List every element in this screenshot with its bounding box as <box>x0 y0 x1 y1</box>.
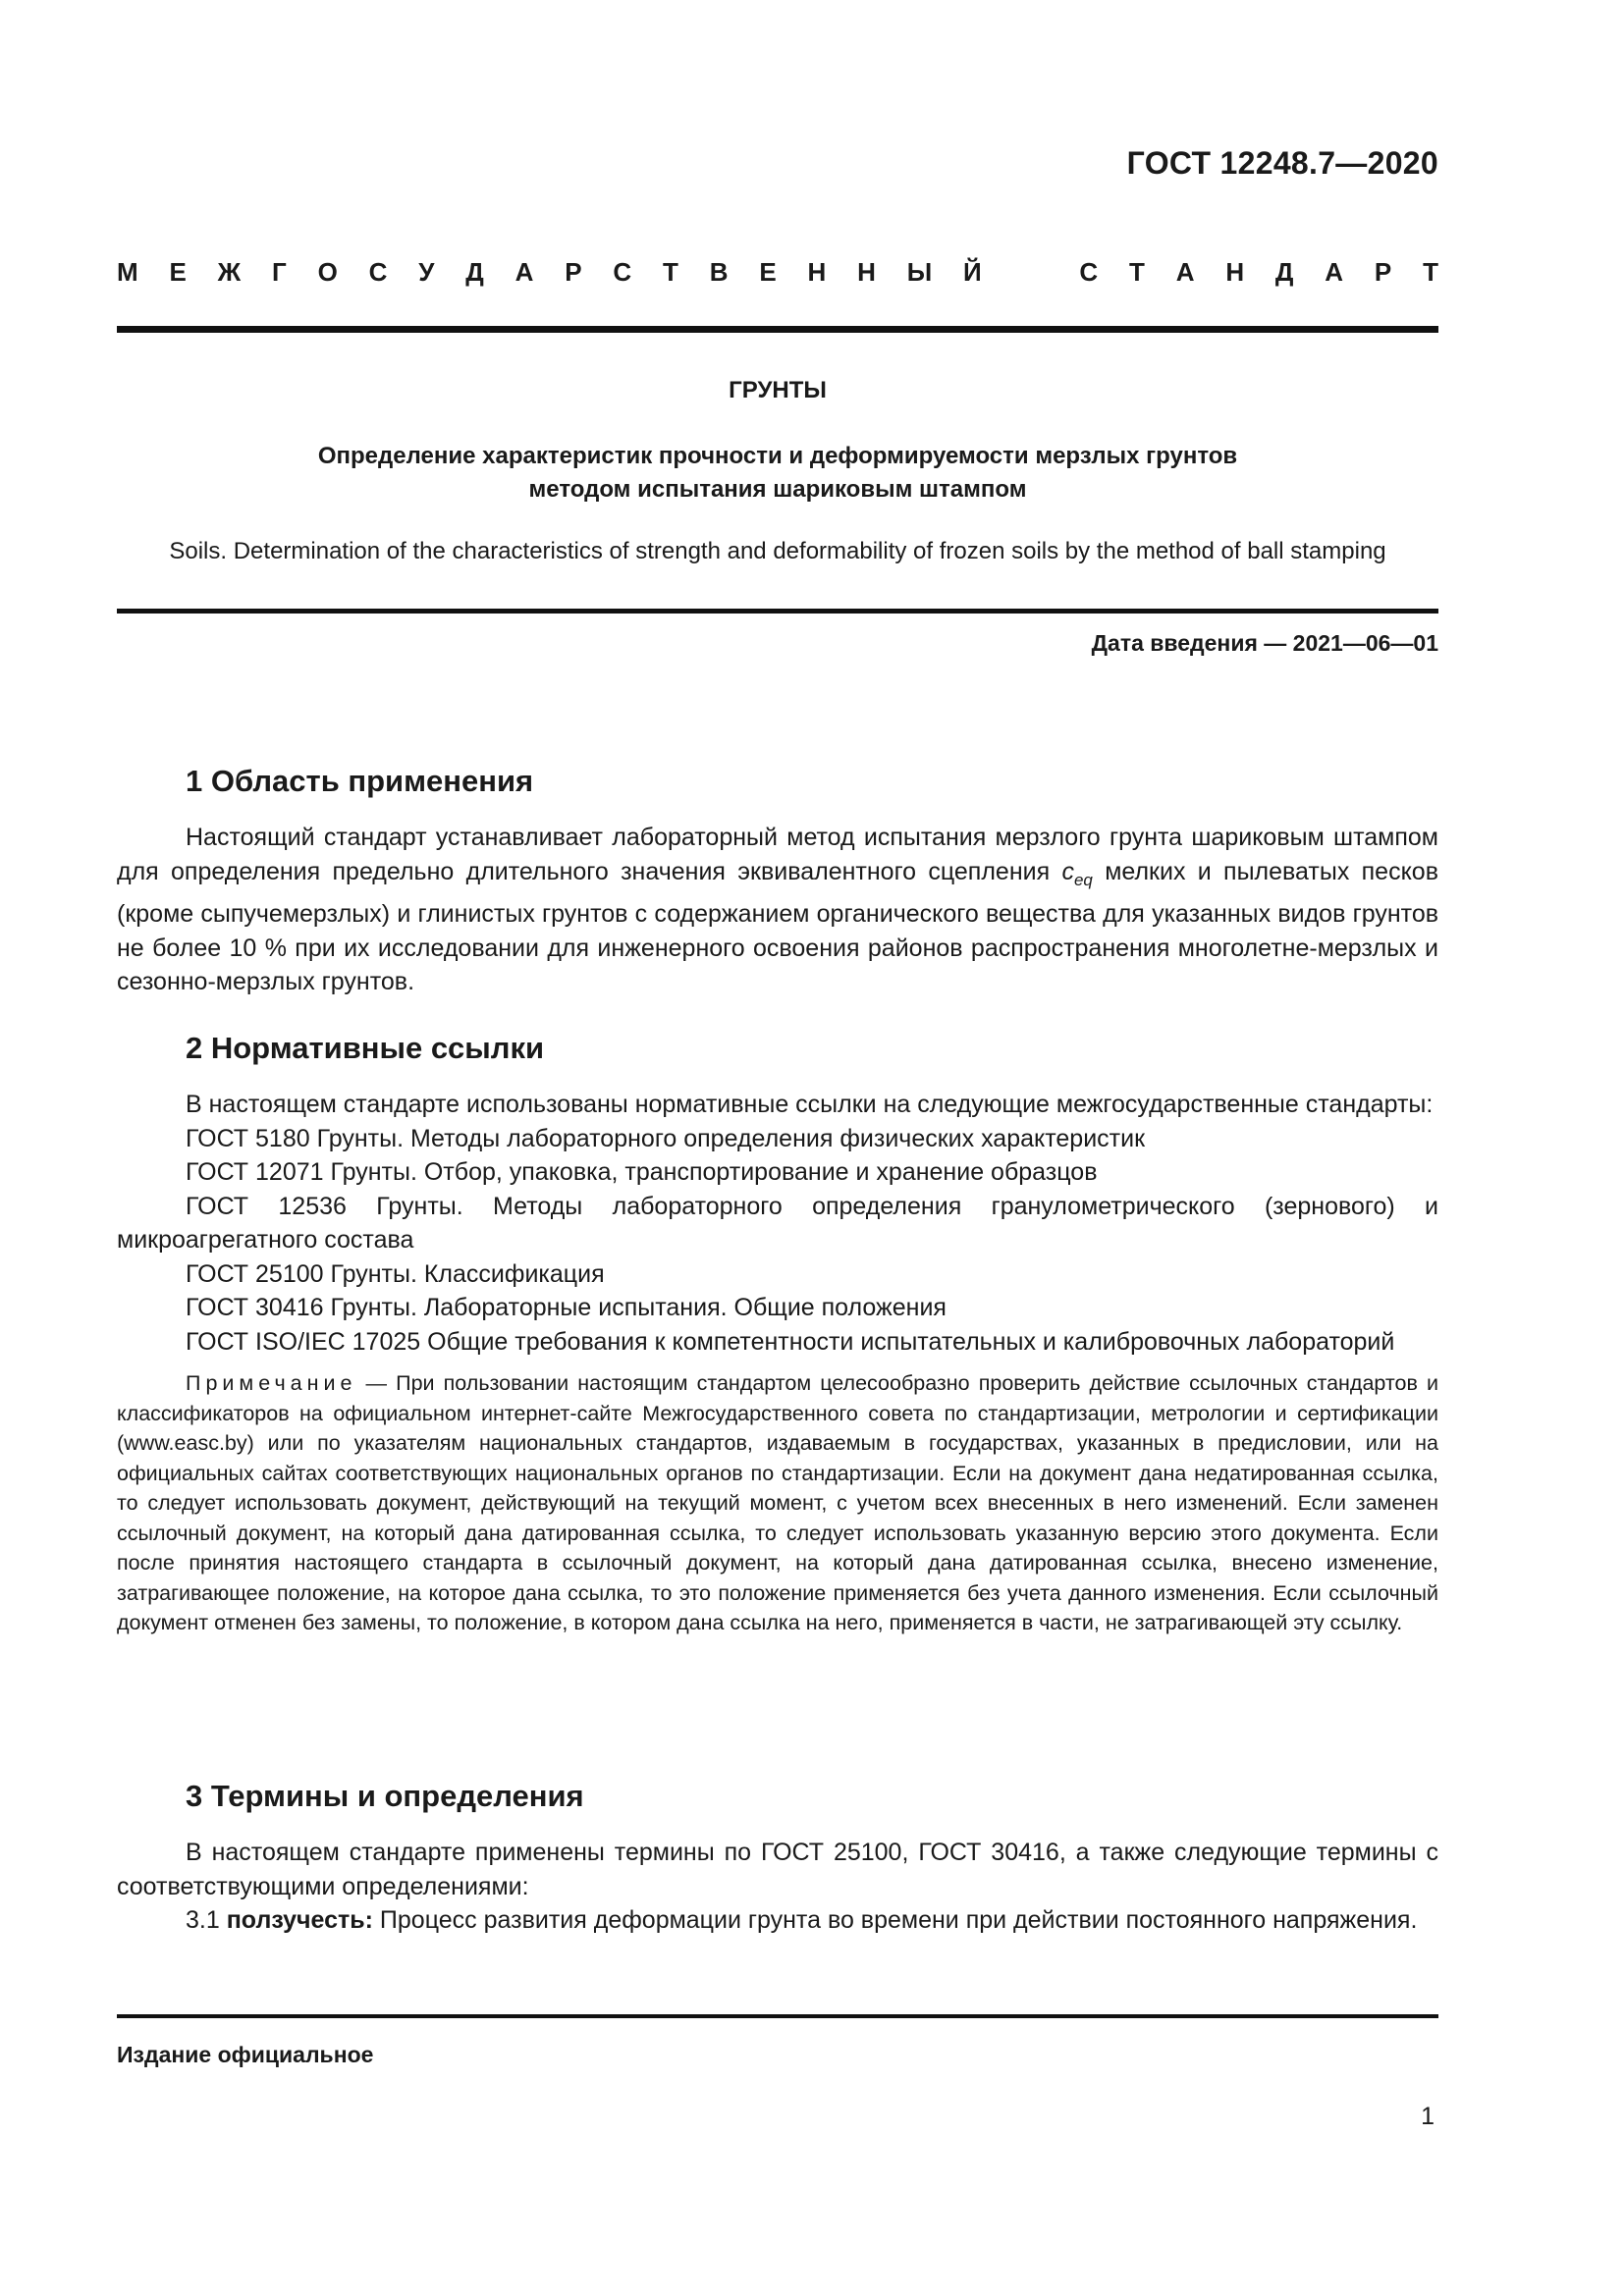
heading-letter: Ж <box>217 257 242 287</box>
section-references <box>117 1031 1438 1638</box>
english-title: Soils. Determination of the characteristics of strength and deformability of frozen soils by the method of ball stamping <box>169 538 1386 564</box>
introduction-date: Дата введения — 2021—06—01 <box>1091 630 1438 656</box>
section-heading: 3 Термины и определения <box>186 1779 584 1813</box>
heading-letter: Р <box>565 257 582 287</box>
reference-item: ГОСТ 25100 Грунты. Классификация <box>186 1259 605 1288</box>
note-label: Примечание <box>186 1371 357 1395</box>
term-number: 3.1 <box>186 1906 227 1934</box>
heading-letter: Т <box>1128 257 1145 287</box>
heading-letter: Г <box>272 257 287 287</box>
scope-text: Настоящий стандарт устанавливает лабораторный метод испытания мерзлого грунта шариковым штампом для определения предельно длительного значения эквивалентного сцепления <box>117 824 1438 885</box>
heading-letter: Н <box>1225 257 1245 287</box>
section-heading: 2 Нормативные ссылки <box>186 1031 545 1065</box>
heading-letter: А <box>1325 257 1344 287</box>
reference-list <box>117 1122 1438 1360</box>
heading-letter: С <box>1079 257 1099 287</box>
section-terms <box>117 1779 1438 1938</box>
symbol-subscript: eq <box>1073 870 1093 889</box>
heading-letter: В <box>709 257 729 287</box>
heading-letter: У <box>418 257 435 287</box>
symbol-c: c <box>1061 857 1074 885</box>
references-note <box>117 1368 1438 1638</box>
document-subtitle <box>117 440 1438 507</box>
reference-item: ГОСТ 12536 Грунты. Методы лабораторного определения гранулометрического (зернового) и микроагрегатного состава <box>117 1192 1438 1254</box>
standard-type-heading <box>117 257 1438 293</box>
heading-letter: Е <box>169 257 187 287</box>
heading-letter: О <box>317 257 338 287</box>
term-name: ползучесть: <box>226 1906 373 1934</box>
heading-letter: Р <box>1374 257 1392 287</box>
heading-letter: С <box>368 257 388 287</box>
heading-letter: Н <box>857 257 876 287</box>
subtitle-line-2: методом испытания шариковым штампом <box>528 476 1027 503</box>
references-intro: В настоящем стандарте использованы нормативные ссылки на следующие межгосударственные стандарты: <box>186 1091 1434 1118</box>
scope-text-continued: мелких и пылеватых песков (кроме сыпучемерзлых) и глинистых грунтов с содержанием органического вещества для указанных видов грунтов не более 10 % при их исследовании для инженерного освоения районов распространения многолетне-мерзлых и сезонно-мерзлых грунтов. <box>117 857 1438 995</box>
heading-letter: Д <box>465 257 484 287</box>
scope-paragraph <box>117 821 1438 999</box>
document-number: ГОСТ 12248.7—2020 <box>1126 145 1438 181</box>
title-divider <box>117 609 1438 614</box>
heading-letter: М <box>117 257 138 287</box>
page-number: 1 <box>1421 2103 1435 2130</box>
term-definition: Процесс развития деформации грунта во времени при действии постоянного напряжения. <box>372 1906 1418 1934</box>
heading-letter: Е <box>759 257 777 287</box>
heading-letter: Й <box>963 257 982 287</box>
reference-item: ГОСТ ISO/IEC 17025 Общие требования к компетентности испытательных и калибровочных лабораторий <box>186 1327 1395 1356</box>
official-edition-label: Издание официальное <box>117 2042 374 2067</box>
heading-letter: А <box>1175 257 1195 287</box>
reference-item: ГОСТ 12071 Грунты. Отбор, упаковка, транспортирование и хранение образцов <box>186 1158 1098 1186</box>
section-scope <box>117 764 1438 999</box>
subtitle-line-1: Определение характеристик прочности и деформируемости мерзлых грунтов <box>317 443 1238 469</box>
terms-intro: В настоящем стандарте применены термины по ГОСТ 25100, ГОСТ 30416, а также следующие термины с соответствующими определениями: <box>117 1839 1438 1900</box>
word-gap <box>1013 257 1049 293</box>
header-divider <box>117 326 1438 333</box>
note-text: — При пользовании настоящим стандартом целесообразно проверить действие ссылочных стандартов и классификаторов на официальном интернет-сайте Межгосударственного совета по стандартизации, метрологии и сертификации (www.easc.by) или по указателям национальных стандартов, издаваемым в государствах, указанных в предисловии, или на официальных сайтах соответствующих национальных органов по стандартизации. Если на документ дана недатированная ссылка, то следует использовать документ, действующий на текущий момент, с учетом всех внесенных в него изменений. Если заменен ссылочный документ, на который дана датированная ссылка, то следует использовать указанную версию этого документа. Если после принятия настоящего стандарта в ссылочный документ, на который дана датированная ссылка, внесено изменение, затрагивающее положение, на которое дана ссылка, то это положение применяется без учета данного изменения. Если ссылочный документ отменен без замены, то положение, в котором дана ссылка на него, применяется в части, не затрагивающей эту ссылку. <box>117 1371 1438 1634</box>
document-title: ГРУНТЫ <box>729 377 827 403</box>
heading-letter: Н <box>807 257 827 287</box>
term-creep <box>117 1903 1438 1938</box>
section-heading: 1 Область применения <box>186 764 534 798</box>
heading-letter: Т <box>1423 257 1438 287</box>
reference-item: ГОСТ 30416 Грунты. Лабораторные испытания. Общие положения <box>186 1294 947 1321</box>
heading-letter: А <box>514 257 534 287</box>
footer-divider <box>117 2014 1438 2018</box>
reference-item: ГОСТ 5180 Грунты. Методы лабораторного определения физических характеристик <box>186 1124 1146 1152</box>
heading-letter: Ы <box>906 257 933 287</box>
heading-letter: Д <box>1274 257 1294 287</box>
heading-letter: Т <box>663 257 678 287</box>
heading-letter: С <box>613 257 632 287</box>
